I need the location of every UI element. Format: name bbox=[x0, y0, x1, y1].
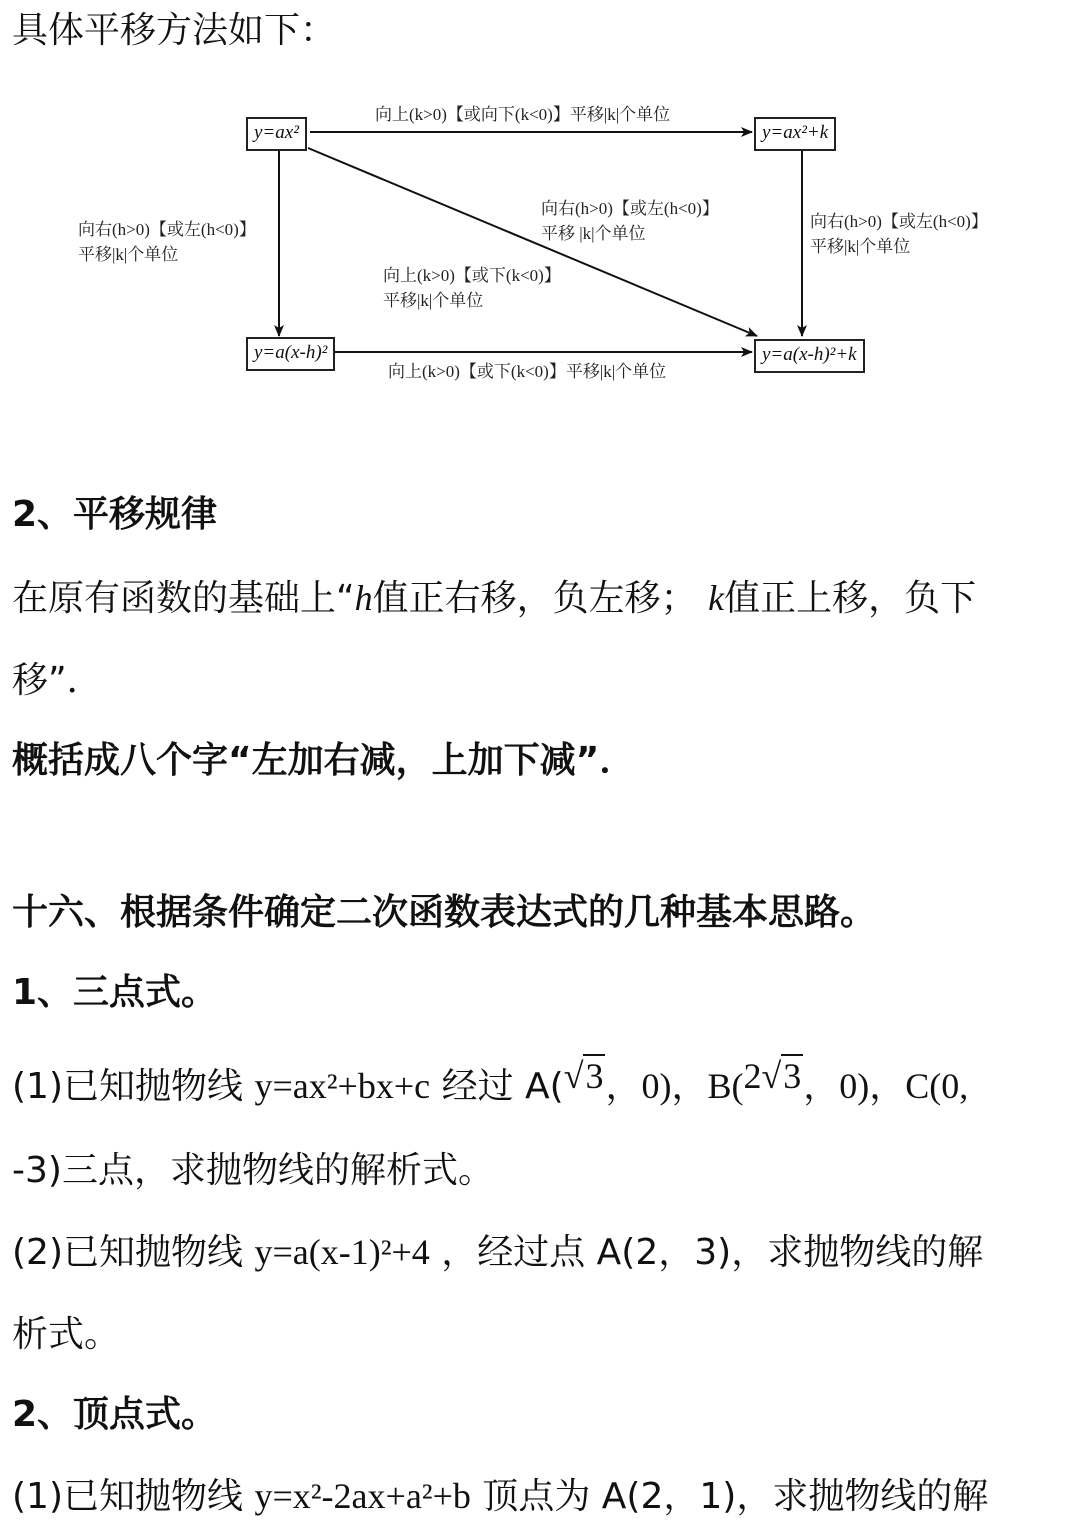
edge-label-right-2: 平移|k|个单位 bbox=[810, 237, 911, 256]
edge-label-diag-upper-2: 平移 |k|个单位 bbox=[541, 224, 646, 243]
vertex-question-1 bbox=[12, 1468, 988, 1519]
question-2-line1 bbox=[12, 1224, 983, 1275]
node-y-ax2-plus-k: y=ax²+k bbox=[754, 117, 836, 151]
q2-formula: y=a(x-1)²+4 bbox=[254, 1232, 430, 1272]
edge-label-left-1: 向右(h>0)【或左(h<0)】 bbox=[78, 220, 256, 239]
vq1-formula: y=x²-2ax+a²+b bbox=[254, 1476, 471, 1516]
section-heading-translation-rule: 2、平移规律 bbox=[12, 494, 218, 535]
edge-label-top: 向上(k>0)【或向下(k<0)】平移|k|个单位 bbox=[375, 105, 671, 124]
rule-text-c: 值正上移，负下 bbox=[724, 578, 977, 619]
q1-prefix: (1)已知抛物线 bbox=[12, 1066, 255, 1107]
node-y-a-x-minus-h-2: y=a(x-h)² bbox=[246, 337, 335, 371]
node-y-a-x-minus-h-2-plus-k: y=a(x-h)²+k bbox=[754, 339, 865, 373]
q1-mid: 经过 A( bbox=[430, 1066, 564, 1107]
var-h: h bbox=[354, 578, 373, 618]
subheading-three-point: 1、三点式。 bbox=[12, 972, 218, 1013]
node-y-ax2: y=ax² bbox=[246, 117, 307, 151]
radicand: 3 bbox=[585, 1056, 604, 1096]
rule-text-b: 值正右移，负左移； bbox=[372, 578, 697, 619]
translation-diagram bbox=[0, 90, 1080, 400]
edge-label-diag-upper-1: 向右(h>0)【或左(h<0)】 bbox=[541, 199, 719, 218]
question-1-line1 bbox=[12, 1058, 968, 1109]
intro-text: 具体平移方法如下： bbox=[12, 10, 337, 51]
section-heading-16: 十六、根据条件确定二次函数表达式的几种基本思路。 bbox=[12, 892, 877, 933]
edge-label-right-1: 向右(h>0)【或左(h<0)】 bbox=[810, 212, 988, 231]
subheading-vertex-form: 2、顶点式。 bbox=[12, 1394, 218, 1435]
coefficient: 2 bbox=[743, 1056, 762, 1096]
question-2-line2: 析式。 bbox=[12, 1314, 121, 1355]
q2-prefix: (2)已知抛物线 bbox=[12, 1232, 255, 1273]
question-1-line2: -3)三点，求抛物线的解析式。 bbox=[12, 1150, 494, 1191]
edge-label-diag-lower-2: 平移|k|个单位 bbox=[383, 291, 484, 310]
edge-label-left-2: 平移|k|个单位 bbox=[78, 245, 179, 264]
q1-b-rest: ，0)，C(0, bbox=[803, 1066, 969, 1106]
rule-summary: 概括成八个字“左加右减，上加下减”． bbox=[12, 740, 636, 781]
sqrt-2root3-b: 2√3 bbox=[743, 1056, 802, 1096]
q1-formula: y=ax²+bx+c bbox=[254, 1066, 431, 1106]
vq1-prefix: (1)已知抛物线 bbox=[12, 1476, 255, 1517]
edge-label-diag-lower-1: 向上(k>0)【或下(k<0)】 bbox=[383, 266, 561, 285]
edge-label-bottom: 向上(k>0)【或下(k<0)】平移|k|个单位 bbox=[388, 362, 667, 381]
radicand: 3 bbox=[783, 1056, 802, 1096]
vq1-suffix: 顶点为 A(2，1)，求抛物线的解 bbox=[470, 1476, 989, 1517]
q1-a-rest: ，0)，B( bbox=[605, 1066, 744, 1106]
var-k: k bbox=[708, 578, 725, 618]
rule-text-line2: 移”． bbox=[12, 660, 103, 701]
rule-text-a: 在原有函数的基础上“ bbox=[12, 578, 355, 619]
rule-text-line1 bbox=[12, 570, 976, 621]
sqrt-3-a: √3 bbox=[563, 1056, 604, 1096]
q2-suffix: ，经过点 A(2，3)，求抛物线的解 bbox=[429, 1232, 984, 1273]
